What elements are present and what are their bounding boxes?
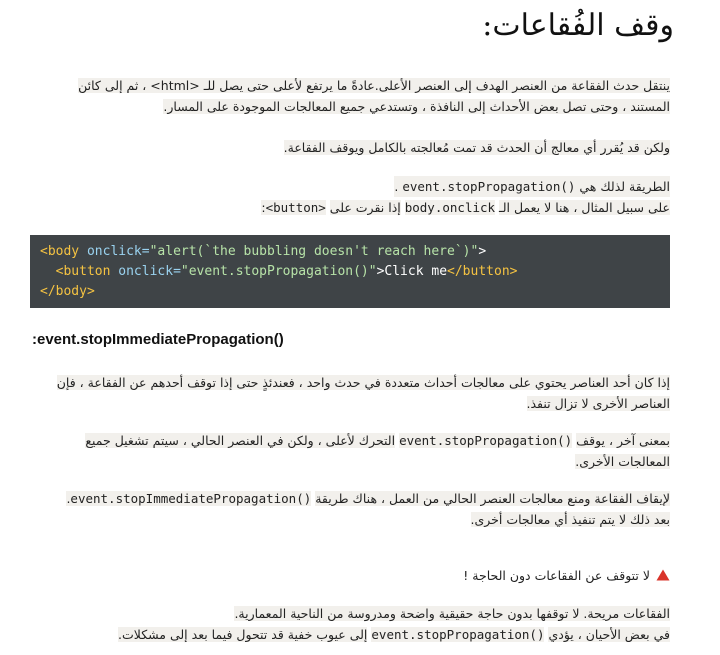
- stop-immediate-text-a: لإيقاف الفقاعة ومنع معالجات العنصر الحالي من العمل ، هناك طريقة: [315, 491, 670, 506]
- paragraph-handler-decides: [50, 137, 670, 158]
- paragraph-in-other-words: [50, 430, 670, 472]
- code-body-end: </body>: [40, 284, 95, 299]
- paragraph-multiple-handlers: [50, 372, 670, 414]
- stop-method-end: .: [394, 179, 403, 194]
- stop-method-text: الطريقة لذلك هي: [579, 179, 670, 194]
- code-button-attr: onclick=: [110, 264, 181, 279]
- stop-immediate-line-2: بعد ذلك لا يتم تنفيذ أي معالجات أخرى.: [470, 512, 670, 527]
- code-body-string: "alert(`the bubbling doesn't reach here`)": [149, 244, 479, 259]
- intro-line-1: ينتقل حدث الفقاعة من العنصر الهدف إلى العنصر الأعلى.عادةً ما يرتفع لأعلى حتى يصل للـ <html> ، ثم إلى كائن: [78, 78, 670, 93]
- code-body-close: >: [478, 244, 487, 259]
- example-text-b: إذا نقرت على: [329, 200, 401, 215]
- multiple-handlers-line-2: العناصر الأخرى لا تزال تنفذ.: [526, 396, 670, 411]
- body-onclick-code: body.onclick: [404, 200, 496, 215]
- handler-decides-text: ولكن قد يُقرر أي معالج أن الحدث قد تمت مُعالجته بالكامل ويوقف الفقاعة.: [283, 140, 670, 155]
- stop-propagation-code: event.stopPropagation(): [402, 179, 576, 194]
- paragraph-stop-method: [50, 176, 670, 218]
- code-button-close: >: [376, 264, 385, 279]
- other-words-line-2: المعالجات الأخرى.: [575, 454, 670, 469]
- button-tag-code: <button>: [265, 200, 326, 215]
- example-text-end: :: [261, 200, 266, 215]
- stop-immediate-code: event.stopImmediatePropagation(): [70, 491, 312, 506]
- code-body-attr: onclick=: [79, 244, 150, 259]
- example-text-a: على سبيل المثال ، هنا لا يعمل الـ: [499, 200, 670, 215]
- intro-line-2: المستند ، وحتى تصل بعض الأحداث إلى النافذة ، وتستدعي جميع المعالجات الموجودة على المسار.: [163, 99, 670, 114]
- code-indent: [40, 264, 56, 279]
- section-heading-immediate: :event.stopImmediatePropagation(): [32, 331, 284, 348]
- code-body-open: <body: [40, 244, 80, 259]
- convenient-code: event.stopPropagation(): [371, 627, 545, 642]
- other-words-text-b: التحرك لأعلى ، ولكن في العنصر الحالي ، سيتم تشغيل جميع: [85, 433, 396, 448]
- code-button-string: "event.stopPropagation()": [180, 264, 377, 279]
- convenient-text-a: في بعض الأحيان ، يؤدي: [548, 627, 670, 642]
- page-title: وقف الفُقاعات:: [482, 8, 674, 43]
- code-block: [30, 235, 670, 308]
- warning-triangle-icon: [656, 569, 670, 581]
- multiple-handlers-line-1: إذا كان أحد العناصر يحتوي على معالجات أحداث متعددة في حدث واحد ، فعندئذٍ حتى إذا توقف أحدهم عن الفقاعة ، فإن: [56, 375, 670, 390]
- other-words-code: event.stopPropagation(): [399, 433, 573, 448]
- stop-immediate-end: .: [66, 491, 71, 506]
- paragraph-bubbling-convenient: [50, 603, 670, 645]
- convenient-text-b: إلى عيوب خفية قد تتحول فيما بعد إلى مشكلات.: [118, 627, 368, 642]
- paragraph-bubbling-intro: [50, 75, 670, 117]
- warning-text: لا تتوقف عن الفقاعات دون الحاجة !: [463, 568, 650, 583]
- convenient-line-1: الفقاعات مريحة. لا توقفها بدون حاجة حقيقية واضحة ومدروسة من الناحية المعمارية.: [234, 606, 670, 621]
- code-button-open: <button: [55, 264, 111, 279]
- code-button-text: Click me: [384, 264, 448, 279]
- other-words-text-a: بمعنى آخر ، يوقف: [576, 433, 670, 448]
- warning-line: [50, 565, 670, 586]
- code-button-end: </button>: [447, 264, 518, 279]
- paragraph-stop-immediate: [50, 488, 670, 530]
